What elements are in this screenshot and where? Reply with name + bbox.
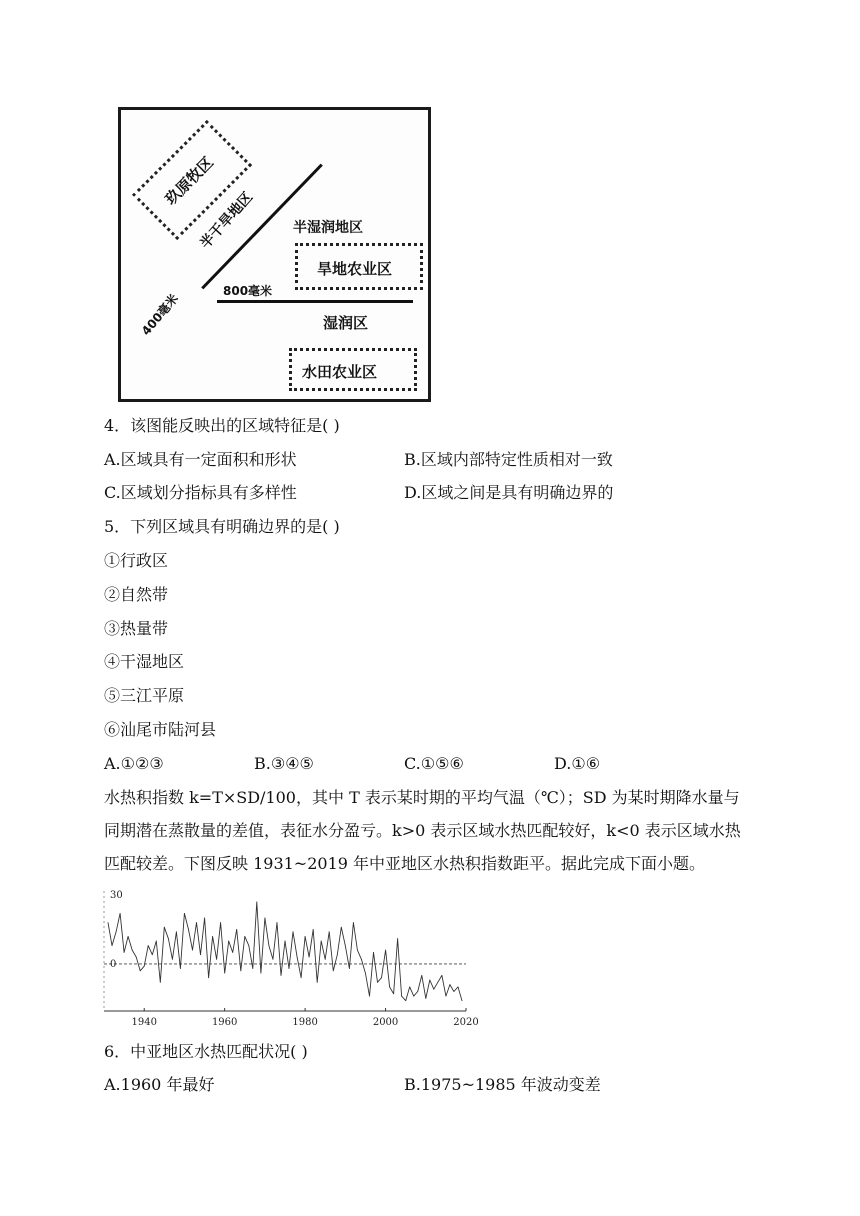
data-point (297, 957, 298, 958)
data-point (248, 945, 249, 946)
data-point (373, 952, 374, 953)
data-point (385, 950, 386, 951)
data-point (458, 987, 459, 988)
data-point (180, 968, 181, 969)
data-point (285, 941, 286, 942)
data-point (337, 954, 338, 955)
data-point (188, 929, 189, 930)
dry-farming-label: 旱地农业区 (317, 260, 393, 278)
x-tick-label: 2020 (453, 1017, 479, 1028)
isohyet-800-line (217, 300, 413, 303)
data-point (401, 996, 402, 997)
data-point (397, 938, 398, 939)
data-point (425, 998, 426, 999)
data-point (265, 918, 266, 919)
data-point (442, 975, 443, 976)
q5-item: ⑤三江平原 (104, 686, 185, 705)
data-point (357, 950, 358, 951)
q5-option-b: B.③④⑤ (254, 754, 314, 773)
data-point (305, 936, 306, 937)
data-point (148, 945, 149, 946)
q5-option-d: D.①⑥ (554, 754, 601, 773)
data-point (192, 950, 193, 951)
x-tick-label: 1980 (292, 1017, 318, 1028)
data-point (216, 959, 217, 960)
data-point (164, 927, 165, 928)
intro-line-2: 同期潜在蒸散量的差值，表征水分盈亏。k>0 表示区域水热匹配较好，k<0 表示区域水热 (104, 821, 741, 840)
data-point (140, 970, 141, 971)
q6-option-a: A.1960 年最好 (104, 1075, 215, 1094)
data-point (365, 973, 366, 974)
isohyet-800-label: 800毫米 (223, 284, 273, 298)
data-point (389, 987, 390, 988)
data-point (172, 959, 173, 960)
data-point (293, 931, 294, 932)
x-tick-label: 2000 (372, 1017, 399, 1028)
data-point (208, 977, 209, 978)
data-point (116, 931, 117, 932)
q4-option-b: B.区域内部特定性质相对一致 (404, 450, 613, 469)
q4-option-a: A.区域具有一定面积和形状 (104, 450, 297, 469)
index-anomaly-chart (98, 885, 488, 1035)
data-point (446, 996, 447, 997)
q5-option-a: A.①②③ (104, 754, 164, 773)
data-point (184, 913, 185, 914)
data-point (417, 991, 418, 992)
y-tick-label: 30 (110, 890, 123, 901)
q5-item: ③热量带 (104, 619, 169, 638)
q5-item: ⑥汕尾市陆河县 (104, 720, 217, 739)
q4-stem: 4．该图能反映出的区域特征是( ) (104, 416, 340, 435)
region-diagram (118, 107, 431, 402)
data-point (232, 952, 233, 953)
q5-option-c: C.①⑤⑥ (404, 754, 464, 773)
data-point (273, 959, 274, 960)
data-point (289, 968, 290, 969)
data-point (325, 959, 326, 960)
data-point (413, 996, 414, 997)
data-point (240, 970, 241, 971)
data-point (277, 922, 278, 923)
data-point (252, 968, 253, 969)
data-point (168, 938, 169, 939)
data-point (377, 982, 378, 983)
data-point (236, 929, 237, 930)
data-point (220, 922, 221, 923)
data-point (329, 931, 330, 932)
data-point (349, 968, 350, 969)
y-tick-label: 0 (110, 958, 117, 970)
isohyet-400-label: 400毫米 (138, 291, 182, 339)
data-point (309, 957, 310, 958)
data-point (301, 977, 302, 978)
data-point (124, 952, 125, 953)
data-point (429, 980, 430, 981)
data-point (450, 984, 451, 985)
data-point (152, 954, 153, 955)
q5-stem: 5．下列区域具有明确边界的是( ) (104, 517, 340, 536)
data-point (421, 975, 422, 976)
series-line (108, 902, 462, 1001)
data-point (256, 902, 257, 903)
data-point (136, 957, 137, 958)
paddy-label: 水田农业区 (302, 363, 378, 381)
q5-item: ②自然带 (104, 585, 169, 604)
data-point (361, 959, 362, 960)
data-point (224, 973, 225, 974)
data-point (132, 950, 133, 951)
data-point (353, 922, 354, 923)
data-point (409, 987, 410, 988)
data-point (393, 993, 394, 994)
data-point (261, 973, 262, 974)
data-point (317, 982, 318, 983)
data-point (144, 966, 145, 967)
data-point (341, 927, 342, 928)
q4-option-d: D.区域之间是具有明确边界的 (404, 483, 614, 502)
data-point (156, 941, 157, 942)
data-point (200, 954, 201, 955)
q5-item: ①行政区 (104, 551, 169, 570)
pastoral-zone-label: 玖原牧区 (161, 153, 217, 209)
data-point (369, 996, 370, 997)
data-point (462, 1000, 463, 1001)
data-point (313, 929, 314, 930)
data-point (381, 977, 382, 978)
data-point (128, 936, 129, 937)
data-point (269, 945, 270, 946)
intro-line-3: 匹配较差。下图反映 1931~2019 年中亚地区水热积指数距平。据此完成下面小题。 (104, 854, 706, 873)
data-point (454, 991, 455, 992)
data-point (112, 945, 113, 946)
x-tick-label: 1960 (211, 1017, 238, 1028)
semi-humid-label: 半湿润地区 (293, 220, 363, 236)
data-point (437, 982, 438, 983)
data-point (281, 975, 282, 976)
chart-axes (104, 890, 479, 1028)
data-point (108, 922, 109, 923)
q5-item: ④干湿地区 (104, 652, 185, 671)
data-point (204, 918, 205, 919)
x-tick-label: 1940 (131, 1017, 157, 1028)
data-point (345, 945, 346, 946)
data-point (228, 941, 229, 942)
data-point (176, 931, 177, 932)
q6-option-b: B.1975~1985 年波动变差 (404, 1075, 601, 1094)
data-point (433, 989, 434, 990)
data-point (196, 922, 197, 923)
data-point (160, 982, 161, 983)
data-point (333, 970, 334, 971)
data-point (212, 936, 213, 937)
q6-stem: 6．中亚地区水热匹配状况( ) (104, 1042, 308, 1061)
q4-option-c: C.区域划分指标具有多样性 (104, 483, 297, 502)
chart-series (108, 902, 463, 1002)
data-point (244, 936, 245, 937)
humid-label: 湿润区 (323, 314, 369, 332)
data-point (120, 913, 121, 914)
semi-arid-label: 半干旱地区 (197, 189, 257, 253)
intro-line-1: 水热积指数 k=T×SD/100，其中 T 表示某时期的平均气温（℃）；SD 为某时期降水量与 (104, 788, 740, 807)
data-point (321, 941, 322, 942)
data-point (405, 1000, 406, 1001)
